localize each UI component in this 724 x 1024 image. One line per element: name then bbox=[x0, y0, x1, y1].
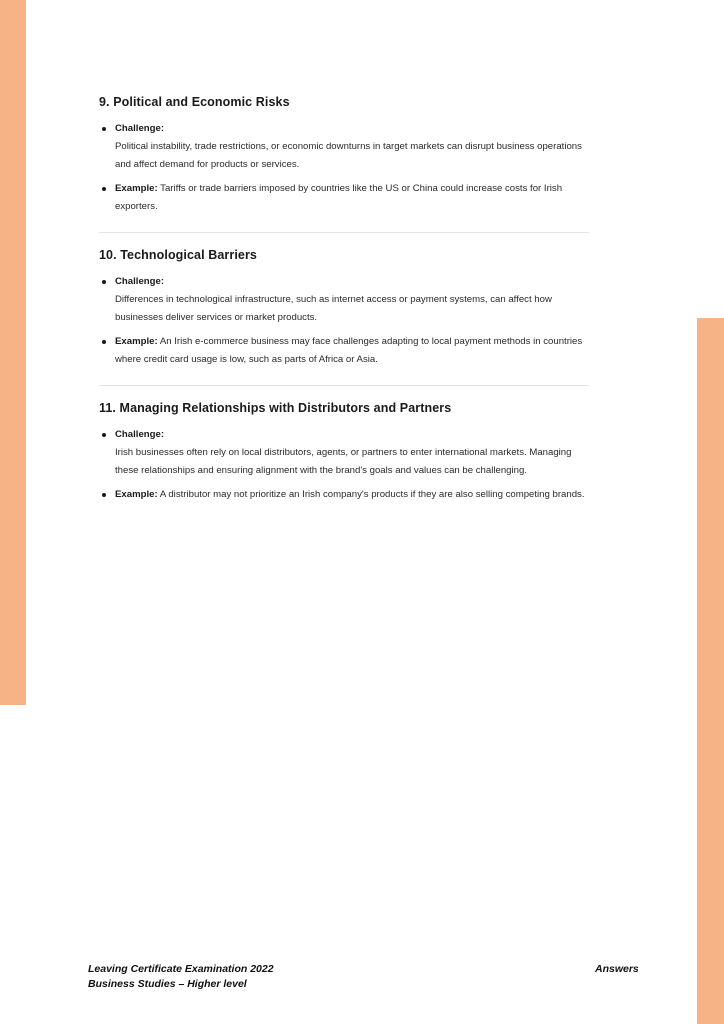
bullet-list bbox=[99, 120, 589, 216]
section-political-economic-risks bbox=[99, 94, 589, 232]
right-accent-band bbox=[697, 318, 724, 1024]
example-label: Example: bbox=[115, 336, 158, 347]
section-managing-relationships bbox=[99, 385, 589, 520]
example-item bbox=[99, 333, 589, 369]
footer-exam-line: Leaving Certificate Examination 2022 bbox=[88, 963, 274, 975]
bullet-list bbox=[99, 273, 589, 369]
left-accent-band bbox=[0, 0, 26, 705]
document-content bbox=[99, 94, 589, 520]
challenge-text: Differences in technological infrastructure, such as internet access or payment systems, can affect how businesses deliver services or market products. bbox=[115, 294, 552, 323]
bullet-list bbox=[99, 426, 589, 504]
challenge-item bbox=[99, 273, 589, 327]
challenge-label: Challenge: bbox=[115, 429, 165, 440]
challenge-text: Political instability, trade restrictions, or economic downturns in target markets can disrupt business operations and affect demand for products or services. bbox=[115, 141, 582, 170]
challenge-text: Irish businesses often rely on local distributors, agents, or partners to enter international markets. Managing these relationships and ensuring alignment with the brand's goals and values can be challenging. bbox=[115, 447, 572, 476]
section-title: 10. Technological Barriers bbox=[99, 248, 257, 262]
example-text: Tariffs or trade barriers imposed by countries like the US or China could increase costs for Irish exporters. bbox=[115, 183, 563, 212]
challenge-item bbox=[99, 426, 589, 480]
challenge-label: Challenge: bbox=[115, 276, 165, 287]
challenge-item bbox=[99, 120, 589, 174]
challenge-label: Challenge: bbox=[115, 123, 165, 134]
footer-subject-line: Business Studies – Higher level bbox=[88, 978, 247, 990]
section-title: 11. Managing Relationships with Distributors and Partners bbox=[99, 401, 452, 415]
example-label: Example: bbox=[115, 489, 158, 500]
example-label: Example: bbox=[115, 183, 158, 194]
section-technological-barriers bbox=[99, 232, 589, 385]
example-text: An Irish e-commerce business may face challenges adapting to local payment methods in countries where credit card usage is low, such as parts of Africa or Asia. bbox=[115, 336, 583, 365]
example-item bbox=[99, 180, 589, 216]
example-item bbox=[99, 486, 589, 504]
footer-answers-label: Answers bbox=[595, 963, 639, 975]
section-title: 9. Political and Economic Risks bbox=[99, 95, 290, 109]
example-text: A distributor may not prioritize an Irish company's products if they are also selling competing brands. bbox=[159, 489, 585, 500]
footer-exam-info bbox=[88, 962, 274, 992]
